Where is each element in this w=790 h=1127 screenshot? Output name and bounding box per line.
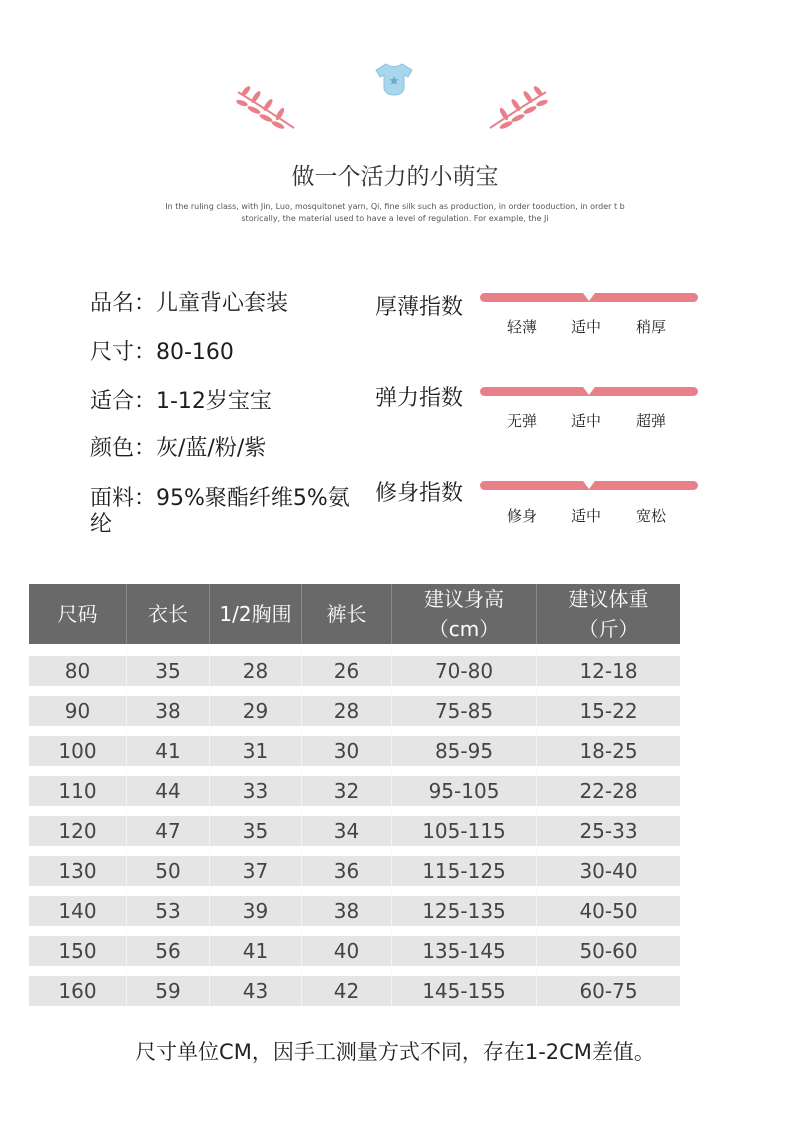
table-cell: 100	[29, 726, 126, 766]
fit-index-title: 修身指数	[375, 481, 464, 506]
thickness-label-medium: 适中	[571, 318, 602, 336]
table-cell: 160	[29, 966, 126, 1006]
header-weight-label: 建议体重	[568, 587, 649, 611]
header-pants-length: 裤长	[301, 584, 391, 644]
table-cell: 42	[301, 966, 391, 1006]
table-cell: 85-95	[391, 726, 536, 766]
header-height-unit: （cm）	[428, 617, 500, 641]
fit-label-medium: 适中	[571, 507, 602, 525]
table-cell: 135-145	[391, 926, 536, 966]
header-weight	[536, 584, 680, 644]
table-cell: 39	[209, 886, 301, 926]
table-cell: 40-50	[536, 886, 680, 926]
table-cell: 43	[209, 966, 301, 1006]
table-cell: 145-155	[391, 966, 536, 1006]
table-cell: 28	[209, 644, 301, 686]
table-cell: 35	[126, 644, 209, 686]
table-cell: 75-85	[391, 686, 536, 726]
table-cell: 26	[301, 644, 391, 686]
table-cell: 130	[29, 846, 126, 886]
table-cell: 36	[301, 846, 391, 886]
table-cell: 32	[301, 766, 391, 806]
table-cell: 50-60	[536, 926, 680, 966]
fit-label-loose: 宽松	[636, 507, 667, 525]
table-cell: 110	[29, 766, 126, 806]
subtitle-line-2: storically, the material used to have a level of regulation. For example, the Ji	[241, 214, 549, 223]
thickness-index-title: 厚薄指数	[375, 295, 464, 320]
spec-size: 尺寸：80-160	[90, 340, 234, 365]
table-cell: 90	[29, 686, 126, 726]
table-cell: 80	[29, 644, 126, 686]
table-cell: 95-105	[391, 766, 536, 806]
measurement-footnote: 尺寸单位CM，因手工测量方式不同，存在1-2CM差值。	[135, 1040, 655, 1064]
table-row	[29, 926, 680, 966]
table-cell: 47	[126, 806, 209, 846]
header-size: 尺码	[29, 584, 126, 644]
elasticity-label-medium: 适中	[571, 412, 602, 430]
table-cell: 105-115	[391, 806, 536, 846]
table-header-row	[29, 584, 680, 644]
header-weight-unit: （斤）	[578, 617, 639, 641]
table-cell: 59	[126, 966, 209, 1006]
baby-onesie-icon	[374, 62, 414, 98]
table-row	[29, 766, 680, 806]
fit-index-bar	[480, 481, 698, 490]
table-cell: 18-25	[536, 726, 680, 766]
table-cell: 12-18	[536, 644, 680, 686]
spec-product-name: 品名：儿童背心套装	[90, 291, 289, 316]
table-cell: 40	[301, 926, 391, 966]
table-cell: 15-22	[536, 686, 680, 726]
thickness-index-bar	[480, 293, 698, 302]
table-cell: 140	[29, 886, 126, 926]
elasticity-index-bar	[480, 387, 698, 396]
table-cell: 41	[126, 726, 209, 766]
table-cell: 150	[29, 926, 126, 966]
table-cell: 33	[209, 766, 301, 806]
table-cell: 56	[126, 926, 209, 966]
table-cell: 60-75	[536, 966, 680, 1006]
thickness-label-thick: 稍厚	[636, 318, 667, 336]
table-cell: 41	[209, 926, 301, 966]
table-cell: 38	[126, 686, 209, 726]
fit-label-slim: 修身	[507, 507, 538, 525]
table-cell: 30	[301, 726, 391, 766]
table-row	[29, 806, 680, 846]
header-height	[391, 584, 536, 644]
elasticity-label-super: 超弹	[636, 412, 667, 430]
thickness-label-thin: 轻薄	[507, 318, 538, 336]
table-cell: 53	[126, 886, 209, 926]
leaf-branch-right-icon	[486, 86, 550, 132]
table-cell: 29	[209, 686, 301, 726]
spec-fit: 适合：1-12岁宝宝	[90, 389, 272, 414]
header-half-chest: 1/2胸围	[209, 584, 301, 644]
table-cell: 70-80	[391, 644, 536, 686]
table-cell: 28	[301, 686, 391, 726]
spec-fabric: 面料：95%聚酯纤维5%氨纶	[90, 486, 350, 537]
table-cell: 50	[126, 846, 209, 886]
table-row	[29, 686, 680, 726]
elasticity-label-none: 无弹	[507, 412, 538, 430]
table-row	[29, 966, 680, 1006]
leaf-branch-left-icon	[234, 86, 298, 132]
subtitle-line-1: In the ruling class, with Jin, Luo, mosquitonet yarn, Qi, fine silk such as production, in order tooduction, in order t b	[165, 202, 625, 211]
spec-color: 颜色：灰/蓝/粉/紫	[90, 436, 267, 461]
table-cell: 44	[126, 766, 209, 806]
table-cell: 37	[209, 846, 301, 886]
table-row	[29, 644, 680, 686]
table-cell: 22-28	[536, 766, 680, 806]
table-cell: 34	[301, 806, 391, 846]
elasticity-index-title: 弹力指数	[375, 386, 464, 411]
table-row	[29, 726, 680, 766]
table-cell: 30-40	[536, 846, 680, 886]
table-cell: 115-125	[391, 846, 536, 886]
table-cell: 38	[301, 886, 391, 926]
page-title: 做一个活力的小萌宝	[291, 164, 499, 190]
table-row	[29, 846, 680, 886]
table-cell: 35	[209, 806, 301, 846]
size-table	[29, 584, 680, 1006]
header-height-label: 建议身高	[424, 587, 504, 611]
header-length: 衣长	[126, 584, 209, 644]
table-cell: 120	[29, 806, 126, 846]
table-cell: 31	[209, 726, 301, 766]
table-row	[29, 886, 680, 926]
table-cell: 125-135	[391, 886, 536, 926]
table-cell: 25-33	[536, 806, 680, 846]
